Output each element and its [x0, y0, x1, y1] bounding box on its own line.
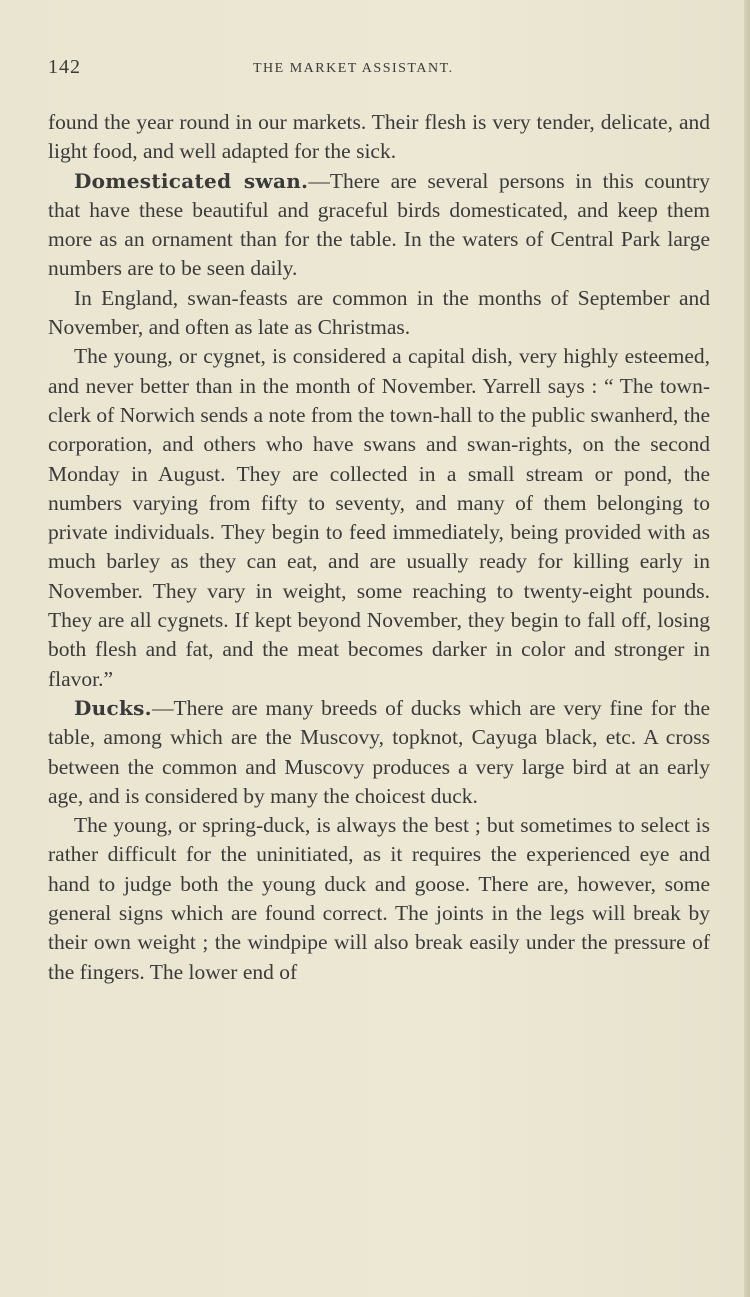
section-heading-ducks: Ducks. [74, 695, 152, 720]
paragraph-text: The young, or cygnet, is considered a capital dish, very highly esteemed, and never better than in the month of November. Yarrell says : “ The town-clerk of Norwich sends a note from the town-hall to the public swanherd, the corporation, and others who have swans and swan-rights, on the second Monday in August. They are collected in a small stream or pond, the numbers varying from fifty to seventy, and many of them belonging to private individuals. They begin to feed immediately, being provided with as much barley as they can eat, and are usually ready for killing early in November. They vary in weight, some reaching to twenty-eight pounds. They are all cygnets. If kept beyond November, they begin to fall off, losing both flesh and fat, and the meat becomes darker in color and stronger in flavor.” [48, 344, 710, 691]
page-edge [744, 0, 750, 1297]
paragraph-cygnet [48, 342, 710, 694]
paragraph-england-swan-feasts [48, 284, 710, 343]
section-heading-domesticated-swan: Domesticated swan. [74, 168, 309, 193]
paragraph-continuation [48, 108, 710, 167]
paragraph-text: —There are many breeds of ducks which are very fine for the table, among which are the Muscovy, topknot, Cayuga black, etc. A cross between the common and Muscovy produces a very large bird at an early age, and is considered by many the choicest duck. [48, 695, 710, 808]
paragraph-text: found the year round in our markets. Their flesh is very tender, delicate, and light food, and well adapted for the sick. [48, 110, 710, 164]
paragraph-text: In England, swan-feasts are common in the months of September and November, and often as late as Christmas. [48, 285, 710, 340]
paragraph-text: —There are several persons in this country that have these beautiful and graceful birds domesticated, and keep them more as an ornament than for the table. In the waters of Central Park large numbers are to be seen daily. [48, 168, 710, 281]
page-header [48, 56, 708, 86]
paragraph-text: The young, or spring-duck, is always the best ; but sometimes to select is rather difficult for the uninitiated, as it requires the experienced eye and hand to judge both the young duck and goose. There are, however, some general signs which are found correct. The joints in the legs will break by their own weight ; the windpipe will also break easily under the pressure of the fingers. The lower end of [48, 813, 710, 984]
paragraph-domesticated-swan [48, 167, 710, 284]
body-text [48, 108, 710, 987]
paragraph-ducks [48, 694, 710, 811]
page-number: 142 [48, 56, 81, 78]
paragraph-spring-duck [48, 811, 710, 987]
running-head: THE MARKET ASSISTANT. [253, 61, 454, 76]
